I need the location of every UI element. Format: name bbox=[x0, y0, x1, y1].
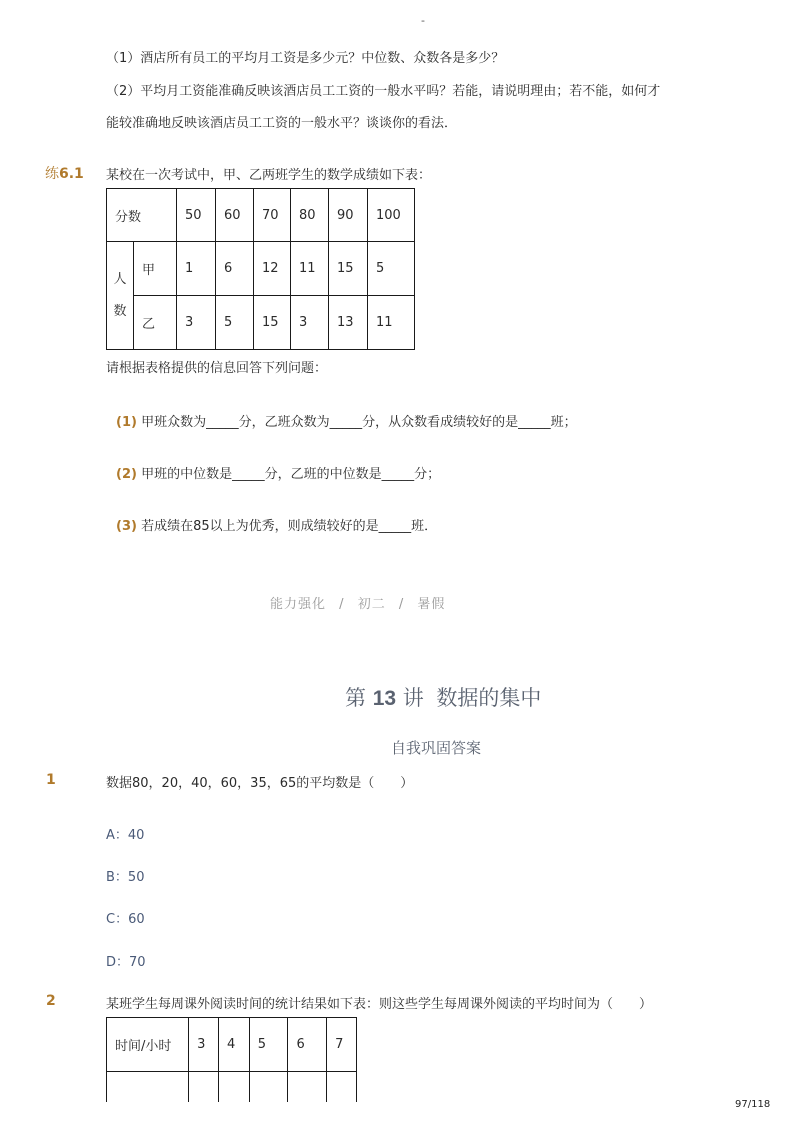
count-cell: 15 bbox=[329, 242, 368, 296]
sub-question-text: 甲班的中位数是_____分，乙班的中位数是_____分； bbox=[141, 467, 441, 482]
sub-question-3 bbox=[116, 515, 437, 534]
lecture-prefix: 第 bbox=[345, 686, 366, 710]
breadcrumb-item: 能力强化 bbox=[270, 597, 327, 612]
empty-cell bbox=[327, 1072, 357, 1102]
time-cell: 3 bbox=[189, 1018, 219, 1072]
score-cell: 60 bbox=[216, 189, 254, 242]
question-part-2-line-1: （2）平均月工资能准确反映该酒店员工工资的一般水平吗？若能，请说明理由；若不能，如何才 bbox=[106, 84, 661, 99]
exercise-intro: 某校在一次考试中，甲、乙两班学生的数学成绩如下表： bbox=[106, 168, 432, 183]
page-top-mark: - bbox=[421, 14, 425, 27]
empty-cell bbox=[218, 1072, 249, 1102]
time-cell: 7 bbox=[327, 1018, 357, 1072]
sub-question-1 bbox=[116, 411, 577, 430]
empty-cell bbox=[288, 1072, 327, 1102]
reading-time-table bbox=[106, 1017, 357, 1102]
question-text: 某班学生每周课外阅读时间的统计结果如下表：则这些学生每周课外阅读的平均时间为（ ） bbox=[106, 997, 653, 1012]
sub-question-number: (2) bbox=[116, 467, 137, 482]
option-letter: A： bbox=[106, 828, 128, 843]
table-row bbox=[107, 242, 415, 296]
table-row bbox=[107, 1018, 357, 1072]
time-cell: 4 bbox=[218, 1018, 249, 1072]
score-cell: 50 bbox=[177, 189, 216, 242]
count-cell: 11 bbox=[291, 242, 329, 296]
count-cell: 3 bbox=[177, 296, 216, 350]
breadcrumb-item: 暑假 bbox=[417, 597, 446, 612]
score-header-label: 分数 bbox=[107, 189, 177, 242]
breadcrumb-item: 初二 bbox=[357, 597, 386, 612]
count-cell: 3 bbox=[291, 296, 329, 350]
breadcrumb-separator: / bbox=[398, 597, 405, 612]
question-number: 1 bbox=[46, 772, 56, 788]
time-cell: 5 bbox=[249, 1018, 288, 1072]
score-cell: 100 bbox=[368, 189, 415, 242]
question-part-2-line-2: 能较准确地反映该酒店员工工资的一般水平？谈谈你的看法． bbox=[106, 116, 458, 131]
table-follow-text: 请根据表格提供的信息回答下列问题： bbox=[106, 361, 328, 376]
class-name-cell: 甲 bbox=[134, 242, 177, 296]
option-value: 50 bbox=[127, 870, 145, 885]
lecture-name: 数据的集中 bbox=[436, 686, 542, 710]
sub-question-number: (3) bbox=[116, 519, 137, 534]
empty-cell bbox=[107, 1072, 189, 1102]
empty-cell bbox=[189, 1072, 219, 1102]
option-value: 40 bbox=[127, 828, 145, 843]
sub-question-text: 若成绩在85以上为优秀，则成绩较好的是_____班． bbox=[141, 519, 438, 534]
row-group-char: 人 bbox=[113, 271, 127, 287]
time-cell: 6 bbox=[288, 1018, 327, 1072]
option-c[interactable] bbox=[106, 908, 145, 927]
row-group-label bbox=[107, 242, 134, 350]
sub-question-number: (1) bbox=[116, 415, 137, 430]
score-cell: 90 bbox=[329, 189, 368, 242]
score-cell: 80 bbox=[291, 189, 329, 242]
option-letter: C： bbox=[106, 912, 129, 927]
count-cell: 11 bbox=[368, 296, 415, 350]
table-row bbox=[107, 296, 415, 350]
question-number: 2 bbox=[46, 993, 56, 1009]
option-d[interactable] bbox=[106, 951, 146, 970]
score-table bbox=[106, 188, 415, 350]
lecture-number: 13 bbox=[372, 687, 397, 710]
sub-question-2 bbox=[116, 463, 440, 482]
count-cell: 13 bbox=[329, 296, 368, 350]
count-cell: 5 bbox=[216, 296, 254, 350]
page-number: 97/118 bbox=[735, 1099, 771, 1110]
time-header-label: 时间/小时 bbox=[107, 1018, 189, 1072]
count-cell: 12 bbox=[254, 242, 291, 296]
count-cell: 15 bbox=[254, 296, 291, 350]
exercise-label-number: 6.1 bbox=[59, 166, 84, 182]
count-cell: 1 bbox=[177, 242, 216, 296]
question-part-1: （1）酒店所有员工的平均月工资是多少元？中位数、众数各是多少？ bbox=[106, 51, 505, 66]
option-value: 70 bbox=[129, 955, 146, 970]
empty-cell bbox=[249, 1072, 288, 1102]
exercise-label bbox=[45, 163, 84, 183]
exercise-label-prefix: 练 bbox=[45, 166, 59, 182]
option-a[interactable] bbox=[106, 824, 144, 843]
lecture-title bbox=[345, 682, 541, 712]
lecture-suffix: 讲 bbox=[402, 686, 424, 710]
score-table-header-row bbox=[107, 189, 415, 242]
option-letter: B： bbox=[106, 870, 128, 885]
option-b[interactable] bbox=[106, 866, 144, 885]
breadcrumb-separator: / bbox=[339, 597, 345, 612]
sub-question-text: 甲班众数为_____分，乙班众数为_____分，从众数看成绩较好的是_____班； bbox=[141, 415, 577, 430]
count-cell: 6 bbox=[216, 242, 254, 296]
table-row bbox=[107, 1072, 357, 1102]
score-cell: 70 bbox=[254, 189, 291, 242]
option-letter: D： bbox=[106, 955, 130, 970]
option-value: 60 bbox=[128, 912, 145, 927]
question-text: 数据80，20，40，60，35，65的平均数是（ ） bbox=[106, 776, 414, 791]
class-name-cell: 乙 bbox=[134, 296, 177, 350]
count-cell: 5 bbox=[368, 242, 415, 296]
row-group-char: 数 bbox=[113, 303, 127, 319]
section-title: 自我巩固答案 bbox=[391, 739, 482, 757]
breadcrumb bbox=[270, 593, 445, 612]
